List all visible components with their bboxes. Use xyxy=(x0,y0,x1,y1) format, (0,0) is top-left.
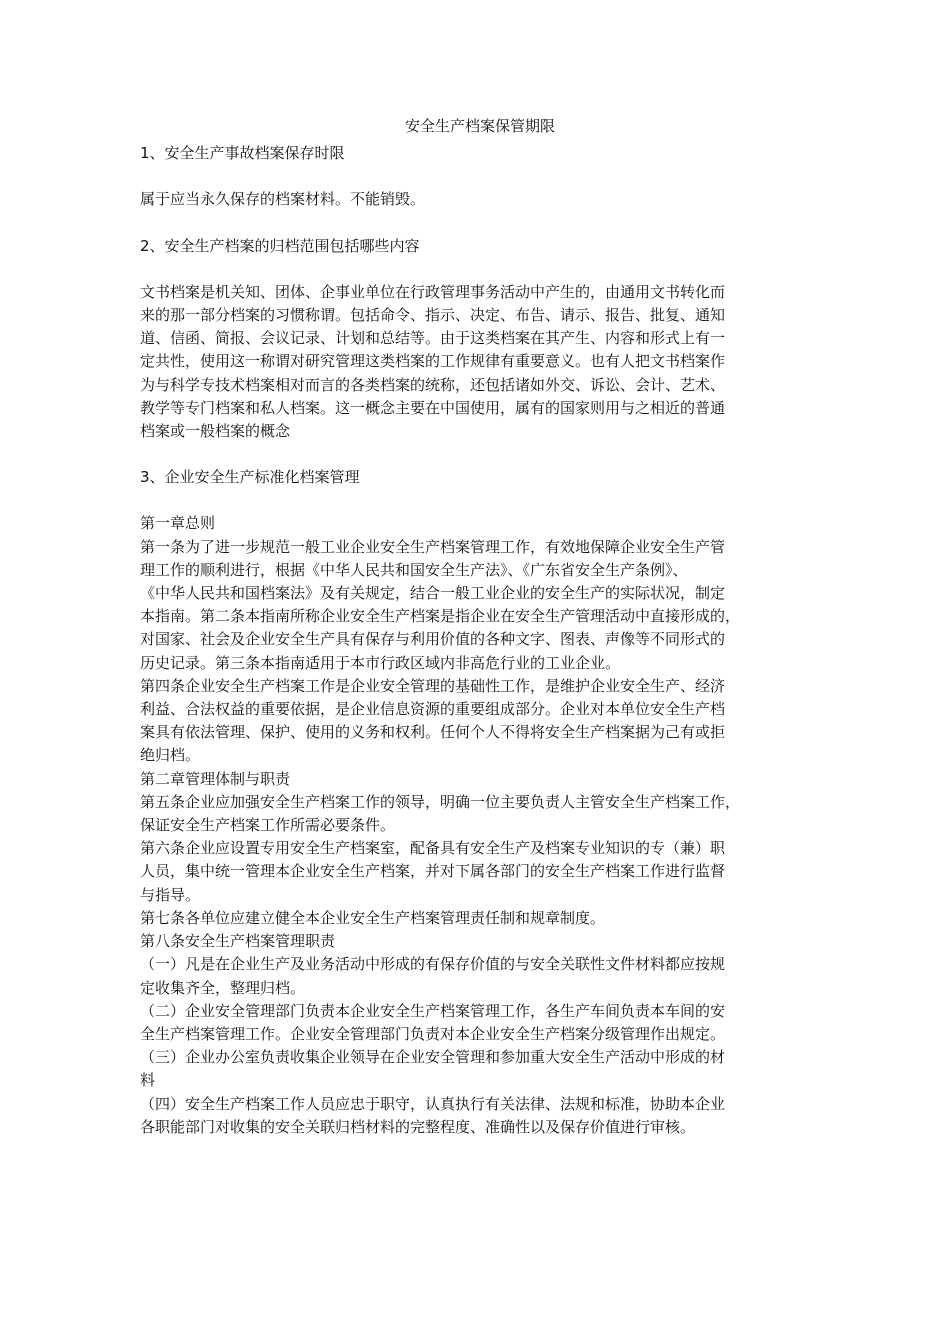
text-line: 教学等专门档案和私人档案。这一概念主要在中国使用，属有的国家则用与之相近的普通 xyxy=(140,398,726,417)
text-line: 为与科学专技术档案相对而言的各类档案的统称，还包括诸如外交、诉讼、会计、艺术、 xyxy=(140,375,726,394)
text-line: 利益、合法权益的重要依据，是企业信息资源的重要组成部分。企业对本单位安全生产档 xyxy=(140,700,726,719)
text-line: （一）凡是在企业生产及业务活动中形成的有保存价值的与安全关联性文件材料都应按规 xyxy=(140,955,726,974)
spacer xyxy=(140,165,820,188)
text-line: 各职能部门对收集的安全关联归档材料的完整程度、准确性以及保存价值进行审核。 xyxy=(140,1117,696,1136)
text-line: 与指导。 xyxy=(140,885,201,904)
text-line: 理工作的顺利进行，根据《中华人民共和国安全生产法》、《广东省安全生产条例》、 xyxy=(140,560,688,579)
text-line: 档案或一般档案的概念 xyxy=(140,422,291,441)
text-line: 来的那一部分档案的习惯称谓。包括命令、指示、决定、布告、请示、报告、批复、通知 xyxy=(140,306,726,325)
document-body xyxy=(140,115,820,1139)
spacer xyxy=(140,443,820,466)
text-line: 第四条企业安全生产档案工作是企业安全管理的基础性工作，是维护企业安全生产、经济 xyxy=(140,676,726,695)
text-line: 料 xyxy=(140,1071,156,1090)
section-2-paragraph xyxy=(140,281,820,443)
text-line: 定收集齐全，整理归档。 xyxy=(140,978,306,997)
document-title: 安全生产档案保管期限 xyxy=(404,117,555,135)
spacer xyxy=(140,212,820,235)
text-line: 对国家、社会及企业安全生产具有保存与利用价值的各种文字、图表、声像等不同形式的 xyxy=(140,630,726,649)
chapter-heading: 第二章管理体制与职责 xyxy=(140,769,291,788)
text-line: 人员，集中统一管理本企业安全生产档案，并对下属各部门的安全生产档案工作进行监督 xyxy=(140,862,726,881)
text-line: 第一条为了进一步规范一般工业企业安全生产档案管理工作，有效地保障企业安全生产管 xyxy=(140,537,726,556)
section-1-heading: 1、安全生产事故档案保存时限 xyxy=(140,144,345,163)
text-line: 第八条安全生产档案管理职责 xyxy=(140,932,336,951)
text-line: （三）企业办公室负责收集企业领导在企业安全管理和参加重大安全生产活动中形成的材 xyxy=(140,1048,726,1067)
text-line: 定共性，使用这一称谓对研究管理这类档案的工作规律有重要意义。也有人把文书档案作 xyxy=(140,352,726,371)
section-2-heading: 2、安全生产档案的归档范围包括哪些内容 xyxy=(140,236,420,255)
section-3-heading: 3、企业安全生产标准化档案管理 xyxy=(140,468,360,487)
text-line: 本指南。第二条本指南所称企业安全生产档案是指企业在安全生产管理活动中直接形成的， xyxy=(140,607,741,626)
spacer xyxy=(140,258,820,281)
text-line: 第五条企业应加强安全生产档案工作的领导，明确一位主要负责人主管安全生产档案工作， xyxy=(140,792,741,811)
text-line: （二）企业安全管理部门负责本企业安全生产档案管理工作，各生产车间负责本车间的安 xyxy=(140,1001,726,1020)
text-line: 全生产档案管理工作。企业安全管理部门负责对本企业安全生产档案分级管理作出规定。 xyxy=(140,1024,726,1043)
text-line: 第六条企业应设置专用安全生产档案室，配备具有安全生产及档案专业知识的专（兼）职 xyxy=(140,839,726,858)
chapter-heading: 第一章总则 xyxy=(140,514,216,533)
text-line: 道、信函、简报、会议记录、计划和总结等。由于这类档案在其产生、内容和形式上有一 xyxy=(140,329,726,348)
spacer xyxy=(140,489,820,512)
text-line: 《中华人民共和国档案法》及有关规定，结合一般工业企业的安全生产的实际状况，制定 xyxy=(140,584,726,603)
section-1-text: 属于应当永久保存的档案材料。不能销毁。 xyxy=(140,190,426,209)
text-line: 第七条各单位应建立健全本企业安全生产档案管理责任制和规章制度。 xyxy=(140,908,606,927)
text-line: 案具有依法管理、保护、使用的义务和权利。任何个人不得将安全生产档案据为己有或拒 xyxy=(140,723,726,742)
text-line: 保证安全生产档案工作所需必要条件。 xyxy=(140,816,396,835)
text-line: 绝归档。 xyxy=(140,746,201,765)
section-3-body xyxy=(140,512,820,1138)
text-line: 文书档案是机关知、团体、企事业单位在行政管理事务活动中产生的，由通用文书转化而 xyxy=(140,282,726,301)
text-line: 历史记录。第三条本指南适用于本市行政区域内非高危行业的工业企业。 xyxy=(140,653,621,672)
text-line: （四）安全生产档案工作人员应忠于职守，认真执行有关法律、法规和标准，协助本企业 xyxy=(140,1094,726,1113)
